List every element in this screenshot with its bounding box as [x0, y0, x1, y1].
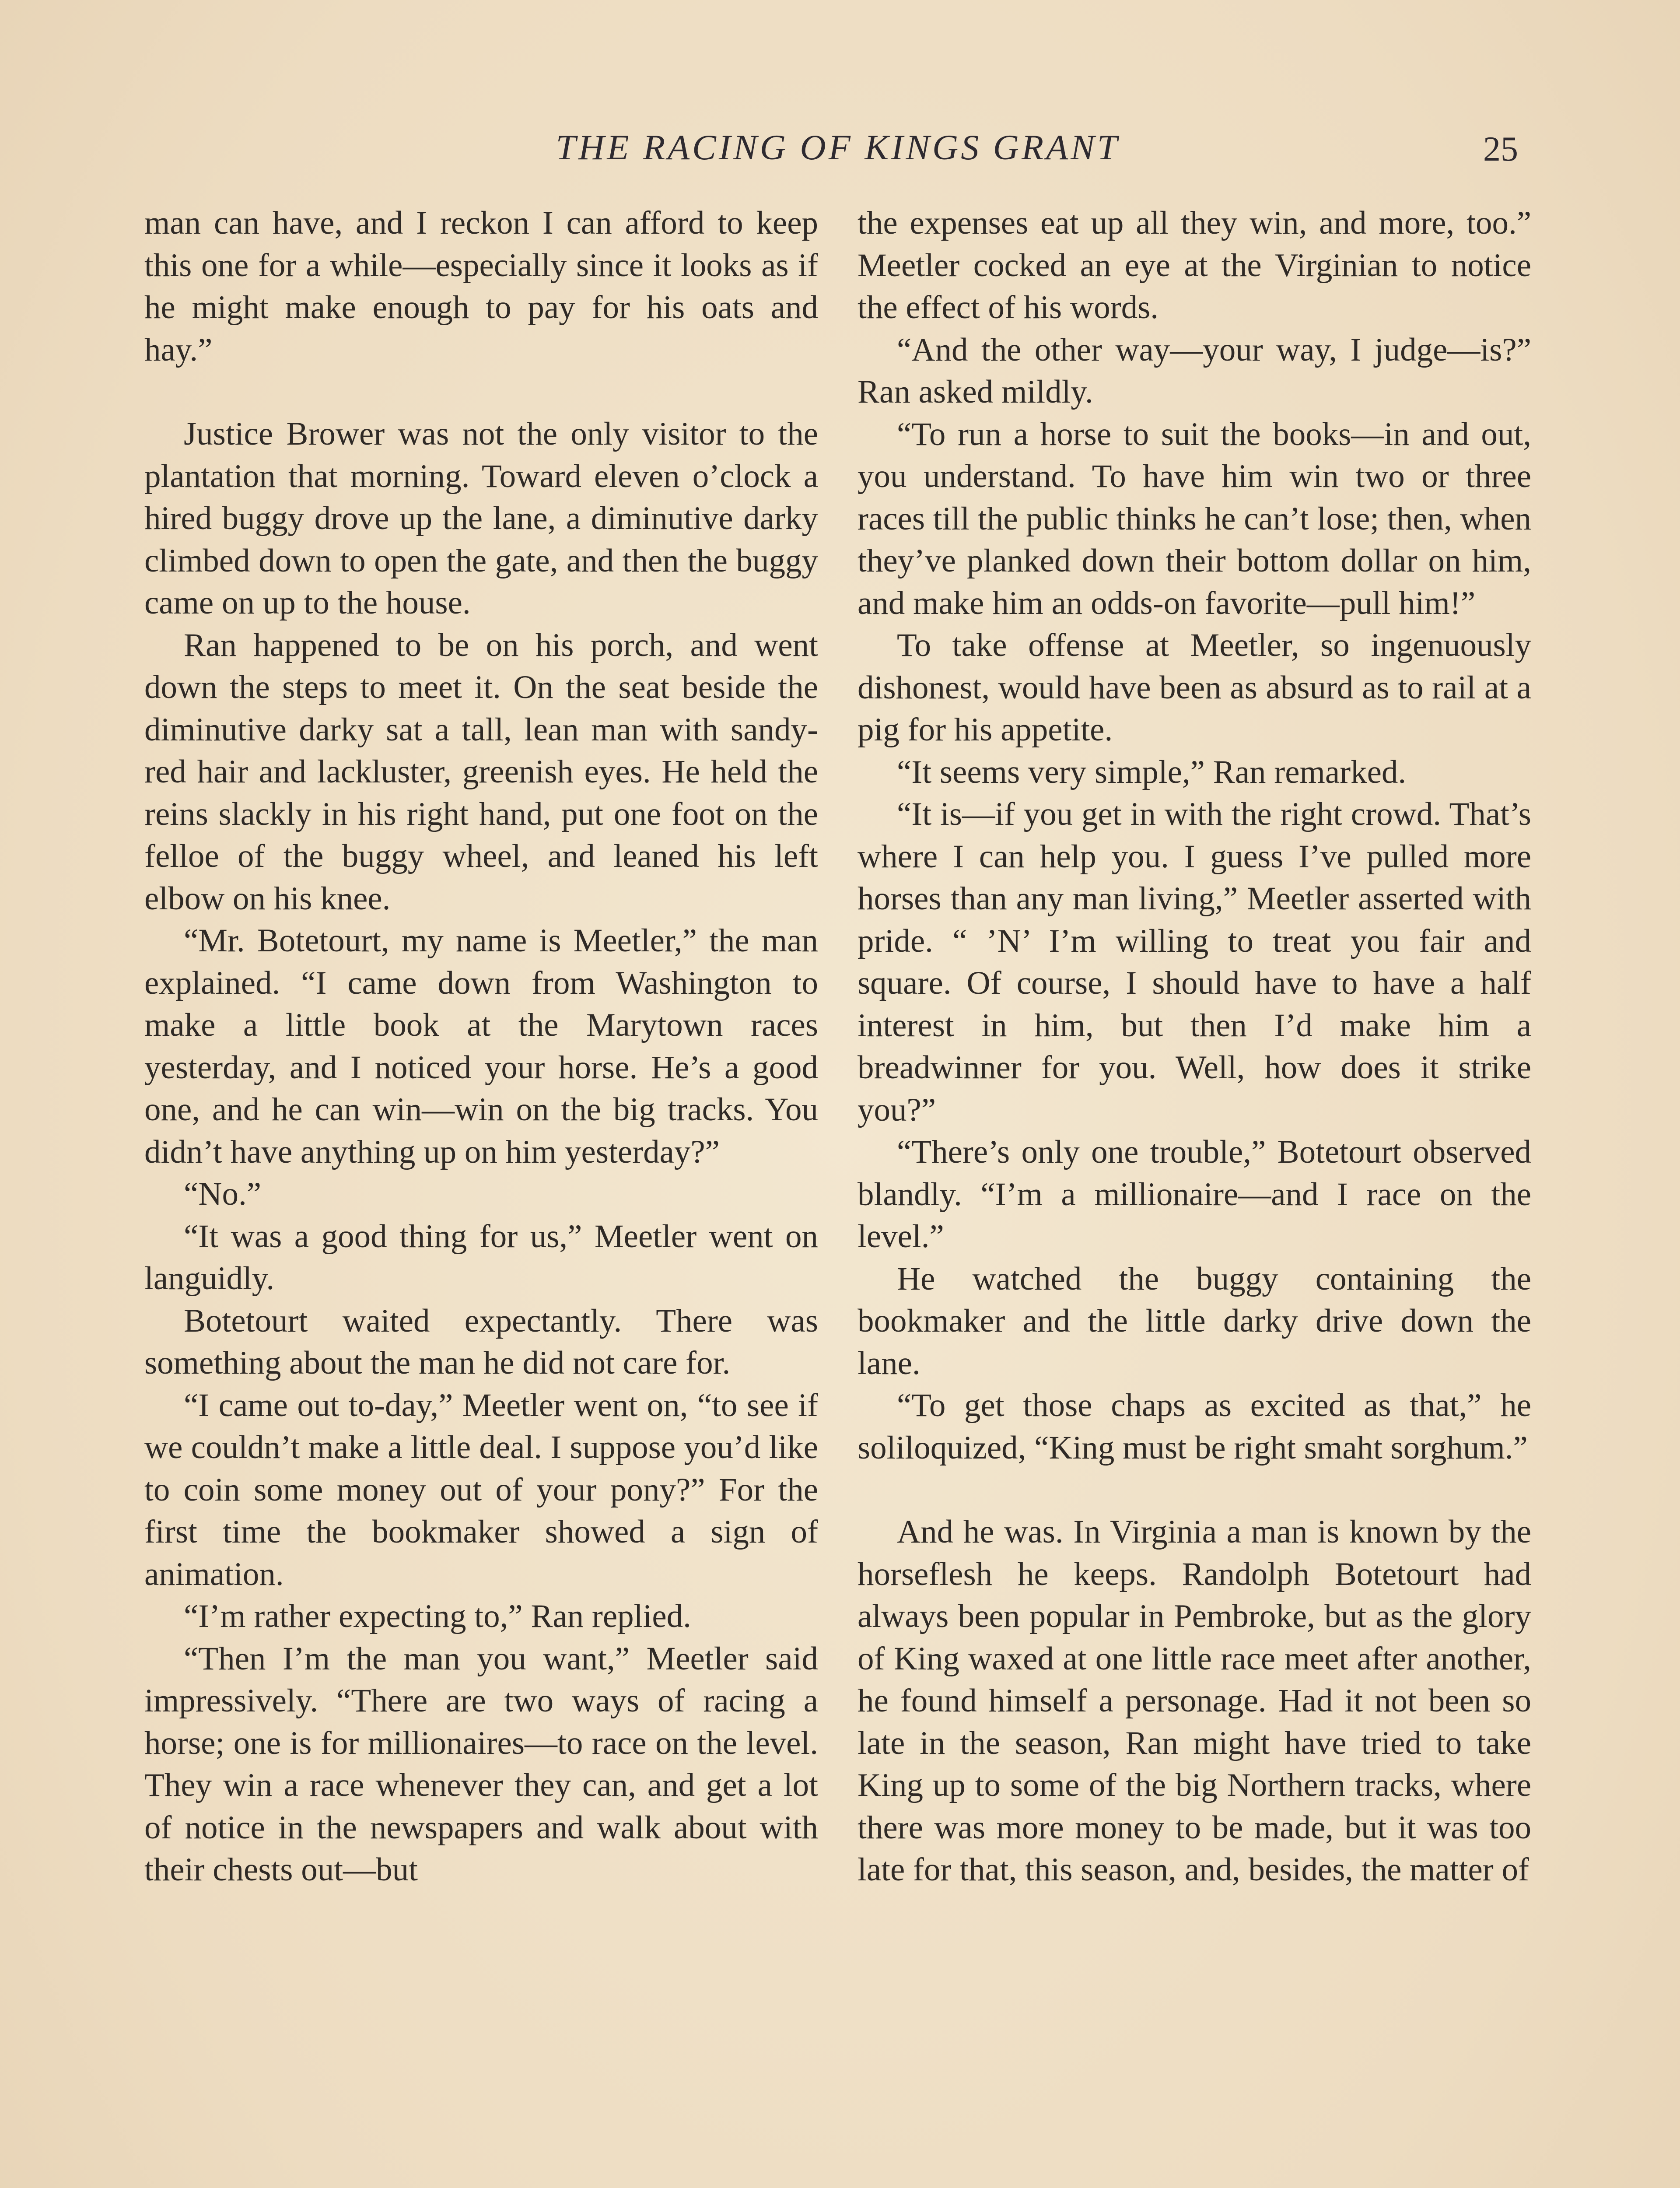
- paragraph: “No.”: [184, 1176, 261, 1212]
- paragraph: “And the other way—your way, I judge—is?” Ran asked mildly.: [858, 331, 1531, 410]
- running-head: THE RACING OF KINGS GRANT: [556, 127, 1120, 167]
- paragraph: “Then I’m the man you want,” Meetler said impressively. “There are two ways of racing a horse; one is for millionaires—to race on the level. They win a race whenever they can, and get a lot of notice in the newspapers and walk about with their chests out—but: [144, 1640, 818, 1888]
- paragraph: Botetourt waited expectantly. There was something about the man he did not care for.: [144, 1302, 818, 1381]
- paragraph: “I came out to-day,” Meetler went on, “to see if we couldn’t make a little deal. I suppose you’d like to coin some money out of your pony?” For the first time the bookmaker showed a sign of animation.: [144, 1387, 818, 1592]
- paragraph: “There’s only one trouble,” Botetourt observed blandly. “I’m a millionaire—and I race on the level.”: [858, 1134, 1531, 1255]
- paragraph: And he was. In Virginia a man is known by the horseflesh he keeps. Randolph Botetourt had always been popular in Pembroke, but as the glory of King waxed at one little race meet after another, he found himself a personage. Had it not been so late in the season, Ran might have tried to take King up to some of the big Northern tracks, where there was more money to be made, but it was too late for that, this season, and, besides, the matter of: [858, 1514, 1531, 1888]
- paragraph: the expenses eat up all they win, and more, too.” Meetler cocked an eye at the Virginian to notice the effect of his words.: [858, 205, 1531, 326]
- paragraph: He watched the buggy containing the bookmaker and the little darky drive down the lane.: [858, 1260, 1531, 1382]
- right-column: [858, 202, 1531, 1891]
- paragraph: “It was a good thing for us,” Meetler went on languidly.: [144, 1218, 818, 1297]
- page-number: 25: [1483, 130, 1518, 168]
- paragraph: To take offense at Meetler, so ingenuously dishonest, would have been as absurd as to rail at a pig for his appetite.: [858, 627, 1531, 748]
- paragraph: “I’m rather expecting to,” Ran replied.: [184, 1598, 691, 1634]
- paragraph: “It seems very simple,” Ran remarked.: [897, 754, 1407, 790]
- paragraph: “To run a horse to suit the books—in and out, you understand. To have him win two or three races till the public thinks he can’t lose; then, when they’ve planked down their bottom dollar on him, and make him an odds-on favorite—pull him!”: [858, 416, 1531, 621]
- left-column: [144, 202, 818, 1891]
- paragraph: Ran happened to be on his porch, and went down the steps to meet it. On the seat beside the diminutive darky sat a tall, lean man with sandy-red hair and lackluster, greenish eyes. He held the reins slackly in his right hand, put one foot on the felloe of the buggy wheel, and leaned his left elbow on his knee.: [144, 627, 818, 917]
- paragraph: “It is—if you get in with the right crowd. That’s where I can help you. I guess I’ve pulled more horses than any man living,” Meetler asserted with pride. “ ’N’ I’m willing to treat you fair and square. Of course, I should have to have a half interest in him, but then I’d make him a breadwinner for you. Well, how does it strike you?”: [858, 796, 1531, 1128]
- paragraph: “Mr. Botetourt, my name is Meetler,” the man explained. “I came down from Washington to make a little book at the Marytown races yesterday, and I noticed your horse. He’s a good one, and he can win—win on the big tracks. You didn’t have anything up on him yesterday?”: [144, 922, 818, 1170]
- paragraph: Justice Brower was not the only visitor to the plantation that morning. Toward eleven o’clock a hired buggy drove up the lane, a diminutive darky climbed down to open the gate, and then the buggy came on up to the house.: [144, 416, 818, 621]
- paragraph: man can have, and I reckon I can afford to keep this one for a while—especially since it looks as if he might make enough to pay for his oats and hay.”: [144, 205, 818, 368]
- paragraph: “To get those chaps as excited as that,” he soliloquized, “King must be right smaht sorghum.”: [858, 1387, 1531, 1466]
